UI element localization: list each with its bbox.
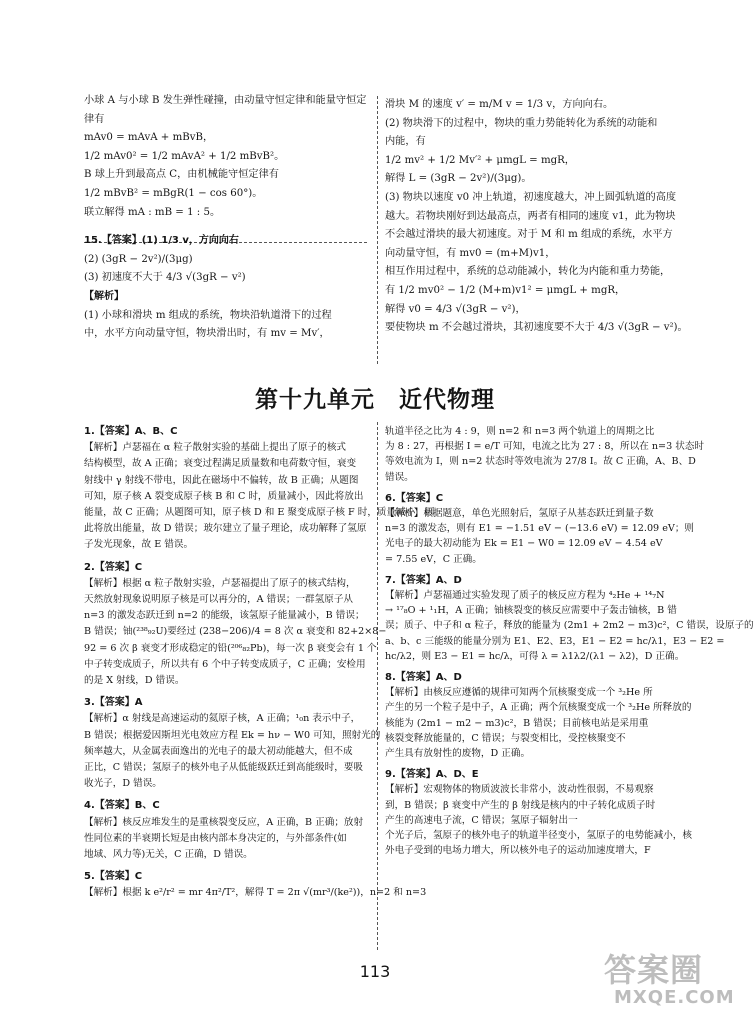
text-line: 此将放出能量，故 D 错误；玻尔建立了量子理论，成功解释了氢原 bbox=[84, 523, 367, 535]
text-line: 小球 A 与小球 B 发生弹性碰撞，由动量守恒定律和能量守恒定 bbox=[84, 95, 367, 106]
page-number: 113 bbox=[359, 962, 391, 981]
text-line: mAv0 = mAvA + mBvB， bbox=[84, 132, 214, 144]
bottom-column-divider bbox=[377, 422, 378, 950]
text-line: 等效电流为 I，则 n=2 状态时等效电流为 27/8 I。故 C 正确，A、B、D bbox=[385, 456, 696, 468]
text-line: 产生的另一个粒子是中子，A 正确；两个氘核聚变成一个 ³₂He 所释放的 bbox=[385, 702, 692, 714]
text-line: a、b、c 三能级的能量分别为 E1、E2、E3，E1 − E2 = hc/λ1，E3 − E2 = bbox=[385, 635, 725, 647]
text-line: 【解析】根据 α 粒子散射实验，卢瑟福提出了原子的核式结构， bbox=[84, 577, 356, 589]
text-line: n=3 的激发态，则有 E1 = −1.51 eV − (−13.6 eV) = 12.09 eV；则 bbox=[385, 523, 694, 535]
text-line: 产生的高速电子流，C 错误；氢原子辐射出一 bbox=[385, 814, 578, 826]
text-line: 为 8 : 27，再根据 I = e/T 可知，电流之比为 27 : 8，所以在 n=3 状态时 bbox=[385, 441, 705, 453]
text-line: 【解析】宏观物体的物质波波长非常小，波动性很弱，不易观察 bbox=[385, 784, 654, 796]
answer-heading: 8.【答案】A、D bbox=[385, 672, 462, 684]
text-line: 射线中 γ 射线不带电，因此在磁场中不偏转，故 B 正确；从题图 bbox=[84, 474, 359, 486]
text-line: 【解析】根据题意，单色光照射后，氢原子从基态跃迁到量子数 bbox=[385, 508, 654, 520]
text-line: 【解析】由核反应遵循的规律可知两个氘核聚变成一个 ³₂He 所 bbox=[385, 687, 653, 699]
text-line: 向动量守恒，有 mv0 = (m+M)v1， bbox=[385, 247, 556, 259]
text-line: 【解析】α 射线是高速运动的氦原子核，A 正确；¹₀n 表示中子， bbox=[84, 713, 361, 725]
text-line: (2) (3gR − 2v²)/(3μg) bbox=[84, 253, 193, 265]
text-line: B 球上升到最高点 C，由机械能守恒定律有 bbox=[84, 169, 279, 181]
text-line: 【解析】核反应堆发生的是重核裂变反应，A 正确，B 正确；放射 bbox=[84, 816, 364, 828]
text-line: (1) 小球和滑块 m 组成的系统，物块沿轨道滑下的过程 bbox=[84, 309, 332, 321]
answer-heading: 7.【答案】A、D bbox=[385, 574, 462, 586]
text-line: 子发光现象，故 E 错误。 bbox=[84, 539, 194, 551]
text-line: 解得 v0 = 4/3 √(3gR − v²)， bbox=[385, 303, 526, 315]
text-line: 不会越过滑块的最大初速度。对于 M 和 m 组成的系统，水平方 bbox=[385, 229, 673, 241]
text-line: 【解析】根据 k e²/r² = mr 4π²/T²，解得 T = 2π √(mr³/(ke²))，n=2 和 n=3 bbox=[84, 887, 427, 899]
text-line: 地域、风力等)无关，C 正确，D 错误。 bbox=[84, 849, 253, 861]
text-line: 天然放射现象说明原子核是可以再分的，A 错误；一群氢原子从 bbox=[84, 594, 354, 606]
text-line: 联立解得 mA : mB = 1 : 5。 bbox=[84, 206, 221, 218]
text-line: 【解析】卢瑟福在 α 粒子散射实验的基础上提出了原子的核式 bbox=[84, 442, 347, 454]
text-line: B 错误；铀(²³⁸₉₂U)要经过 (238−206)/4 = 8 次 α 衰变和 82+2×8− bbox=[84, 626, 387, 638]
text-line: 核裂变释放能量的，C 错误；与裂变相比，受控核聚变不 bbox=[385, 732, 626, 744]
text-line: = 7.55 eV，C 正确。 bbox=[385, 553, 482, 565]
text-line: 光电子的最大初动能为 Ek = E1 − W0 = 12.09 eV − 4.54 eV bbox=[385, 538, 663, 550]
text-line: 解得 L = (3gR − 2v²)/(3μg)。 bbox=[385, 173, 532, 185]
answer-heading: 9.【答案】A、D、E bbox=[385, 769, 479, 781]
answer-heading: 2.【答案】C bbox=[84, 561, 143, 573]
text-line: 误；质子、中子和 α 粒子，释放的能量为 (2m1 + 2m2 − m3)c²，C 错误，设原子的 bbox=[385, 620, 754, 632]
text-line: 正比，C 错误；氢原子的核外电子从低能级跃迁到高能级时，要吸 bbox=[84, 762, 364, 774]
text-line: 92 = 6 次 β 衰变才形成稳定的铅(²⁰⁶₈₂Pb)，每一次 β 衰变会有 1 个 bbox=[84, 642, 377, 654]
answer-heading: 4.【答案】B、C bbox=[84, 800, 160, 812]
text-line: 越大。若物块刚好到达最高点，两者有相同的速度 v1，此为物块 bbox=[385, 210, 676, 222]
text-line: 的是 X 射线，D 错误。 bbox=[84, 675, 185, 687]
text-line: 1/2 mv² + 1/2 Mv′² + μmgL = mgR， bbox=[385, 154, 575, 166]
text-line: 律有 bbox=[84, 113, 105, 125]
top-left-column bbox=[84, 92, 367, 344]
text-line: (3) 物块以速度 v0 冲上轨道，初速度越大，冲上圆弧轨道的高度 bbox=[385, 191, 677, 203]
text-line: 外电子受到的电场力增大，所以核外电子的运动加速度增大，F bbox=[385, 845, 651, 857]
text-line: 结构模型，故 A 正确；衰变过程满足质量数和电荷数守恒，衰变 bbox=[84, 458, 357, 470]
watermark-logo bbox=[604, 951, 735, 1020]
section-title: 第十九单元 近代物理 bbox=[255, 387, 495, 413]
text-line: n=3 的激发态跃迁到 n=2 的能级，该氢原子能量减小，B 错误； bbox=[84, 610, 365, 622]
analysis-heading: 【解析】 bbox=[84, 290, 124, 302]
answer-heading: 3.【答案】A bbox=[84, 697, 143, 709]
text-line: 能量，故 C 正确；从题图可知，原子核 D 和 E 聚变成原子核 F 时，质量减小，因 bbox=[84, 507, 435, 519]
text-line: 轨道半径之比为 4 : 9，则 n=2 和 n=3 两个轨道上的周期之比 bbox=[385, 426, 655, 437]
text-line: 要使物块 m 不会越过滑块，其初速度要不大于 4/3 √(3gR − v²)。 bbox=[385, 322, 688, 334]
text-line: 中，水平方向动量守恒，物块滑出时，有 mv = Mv′， bbox=[84, 328, 330, 340]
text-line: 相互作用过程中，系统的总动能减小，转化为内能和重力势能， bbox=[385, 266, 671, 278]
text-line: (3) 初速度不大于 4/3 √(3gR − v²) bbox=[84, 272, 246, 284]
text-line: 1/2 mAv0² = 1/2 mAvA² + 1/2 mBvB²。 bbox=[84, 150, 285, 162]
text-line: 到，B 错误；β 衰变中产生的 β 射线是核内的中子转化成质子时 bbox=[385, 799, 656, 811]
text-line: hc/λ2，则 E3 − E1 = hc/λ，可得 λ = λ1λ2/(λ1 − λ2)，D 正确。 bbox=[385, 650, 685, 662]
answer-heading: 6.【答案】C bbox=[385, 492, 444, 504]
top-right-column bbox=[385, 96, 688, 338]
text-line: 产生具有放射性的废物，D 正确。 bbox=[385, 748, 531, 760]
text-line: 1/2 mBvB² = mBgR(1 − cos 60°)。 bbox=[84, 187, 263, 199]
text-line: 中子转变成质子，所以共有 6 个中子转变成质子，C 正确；安检用 bbox=[84, 658, 366, 670]
text-line: 有 1/2 mv0² − 1/2 (M+m)v1² = μmgL + mgR， bbox=[385, 284, 626, 296]
text-line: 可知，原子核 A 裂变成原子核 B 和 C 时，质量减小，因此将放出 bbox=[84, 490, 364, 502]
answer-heading: 5.【答案】C bbox=[84, 871, 143, 883]
text-line: 收光子，D 错误。 bbox=[84, 778, 162, 790]
text-line: (2) 物块滑下的过程中，物块的重力势能转化为系统的动能和 bbox=[385, 117, 658, 129]
top-column-divider bbox=[377, 96, 378, 364]
text-line: B 错误；根据爱因斯坦光电效应方程 Ek = hν − W0 可知，照射光的 bbox=[84, 729, 381, 741]
text-line: 频率越大，从金属表面逸出的光电子的最大初动能越大，但不成 bbox=[84, 745, 353, 757]
text-line: 滑块 M 的速度 v′ = m/M v = 1/3 v，方向向右。 bbox=[385, 99, 614, 110]
bottom-right-column bbox=[385, 424, 754, 858]
answer-heading: 15.【答案】(1) 1/3 v，方向向右 bbox=[84, 235, 239, 247]
text-line: 性同位素的半衰期长短是由核内部本身决定的，与外部条件(如 bbox=[84, 832, 347, 844]
text-line: 错误。 bbox=[385, 471, 414, 483]
text-line: 【解析】卢瑟福通过实验发现了质子的核反应方程为 ⁴₂He + ¹⁴₇N bbox=[385, 590, 665, 602]
answer-heading: 1.【答案】A、B、C bbox=[84, 426, 178, 437]
watermark-text: 答案圈 bbox=[604, 951, 704, 989]
text-line: 核能为 (2m1 − m2 − m3)c²，B 错误；目前核电站是采用重 bbox=[385, 717, 649, 729]
text-line: 个光子后，氢原子的核外电子的轨道半径变小，氢原子的电势能减小，核 bbox=[385, 830, 692, 842]
text-line: 内能，有 bbox=[385, 136, 426, 148]
text-line: → ¹⁷₈O + ¹₁H，A 正确；铀核裂变的核反应需要中子轰击铀核，B 错 bbox=[385, 605, 677, 617]
watermark-url: MXQE.COM bbox=[614, 987, 735, 1008]
